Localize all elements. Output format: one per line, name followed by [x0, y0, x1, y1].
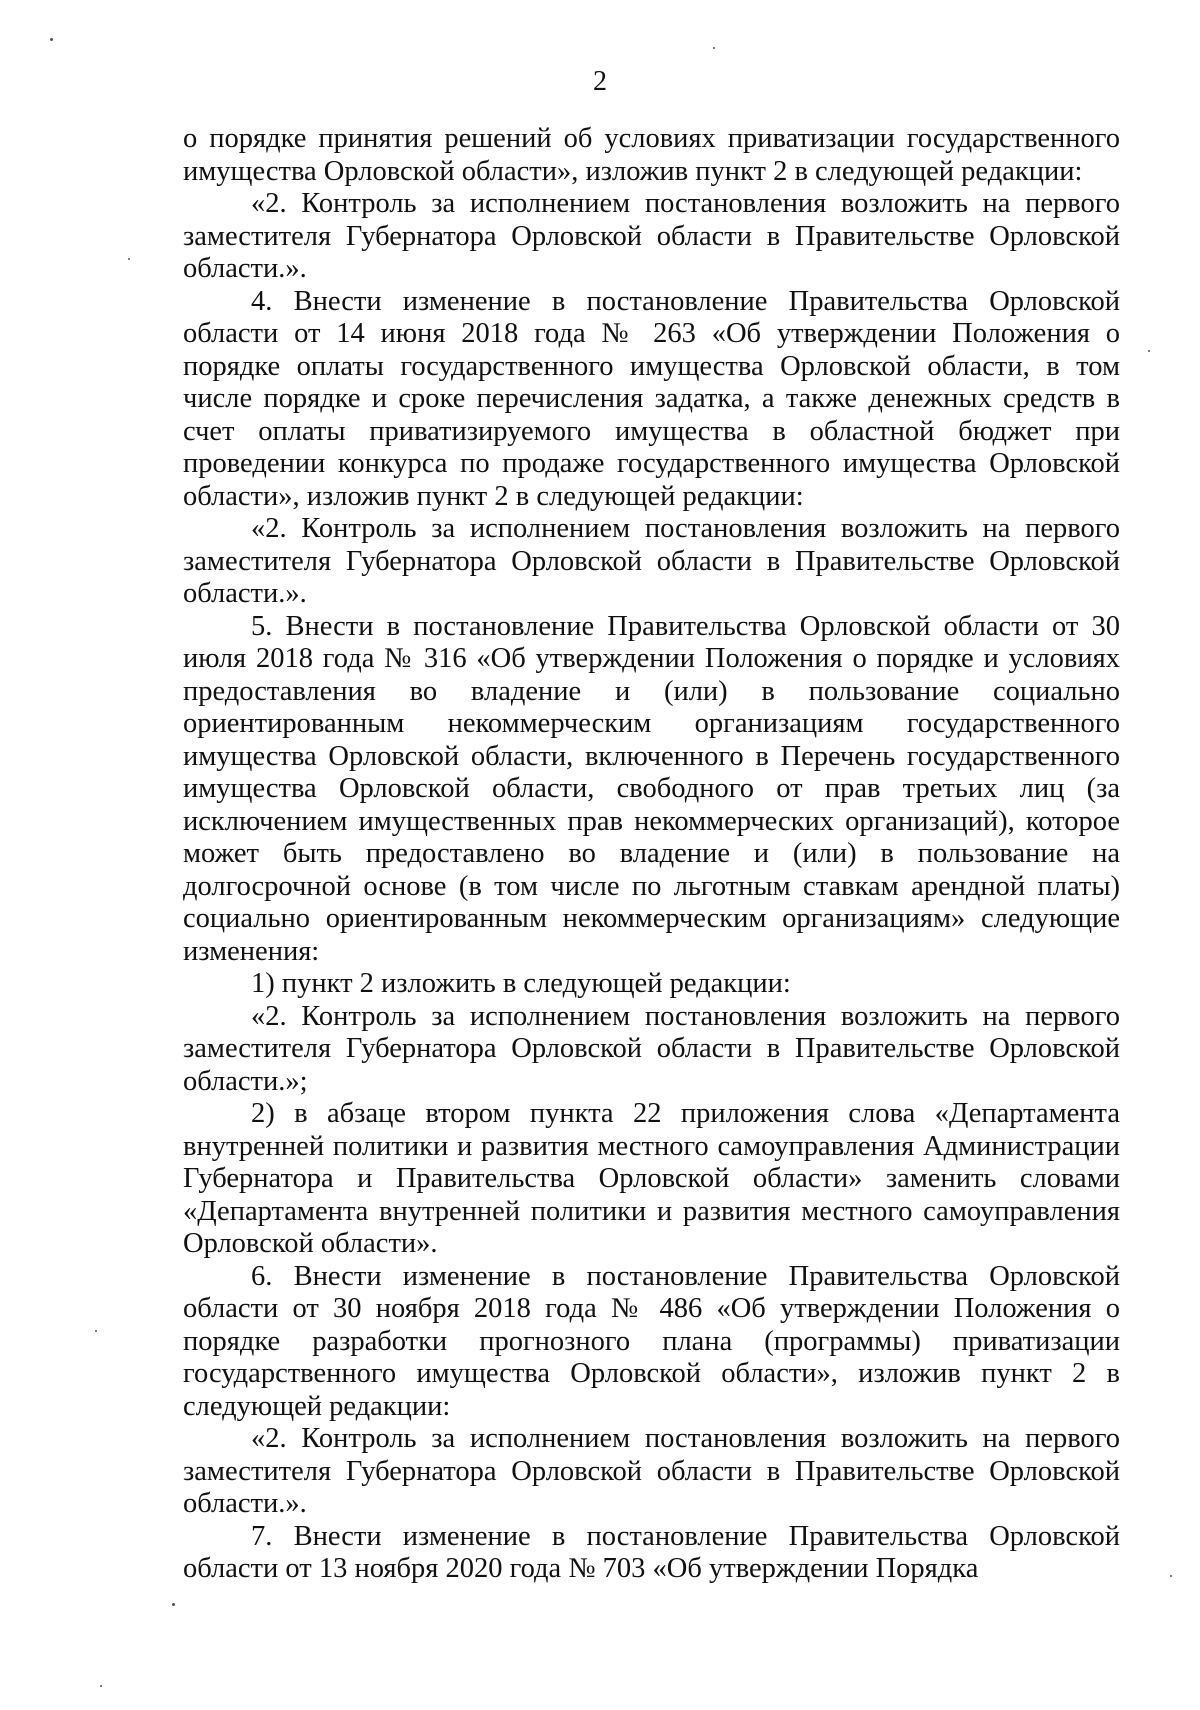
page-number: 2: [593, 66, 607, 97]
paragraph-7: 7. Внести изменение в постановление Правительства Орловской области от 13 ноября 2020 года № 703 «Об утверждении Порядка: [183, 1520, 1120, 1584]
paragraph-5-item-1: 1) пункт 2 изложить в следующей редакции:: [251, 968, 791, 999]
paragraph-6-quote: «2. Контроль за исполнением постановления возложить на первого заместителя Губернатора Орловской области в Правительстве Орловской области.».: [183, 1423, 1120, 1519]
scan-speck: [50, 38, 53, 41]
scan-speck: [1170, 1575, 1172, 1577]
document-body: [183, 123, 1120, 1586]
paragraph-5: 5. Внести в постановление Правительства Орловской области от 30 июля 2018 года № 316 «Об утверждении Положения о порядке и условиях предоставления во владение и (или) в пользование социально ориентированным некоммерческим организациям государственного имущества Орловской области, включенного в Перечень государственного имущества Орловской области, свободного от прав третьих лиц (за исключением имущественных прав некоммерческих организаций), которое может быть предоставлено во владение и (или) в пользование на долгосрочной основе (в том числе по льготным ставкам арендной платы) социально ориентированным некоммерческим организациям» следующие изменения:: [183, 610, 1120, 967]
scan-speck: [172, 1603, 175, 1606]
paragraph-3-quote: «2. Контроль за исполнением постановления возложить на первого заместителя Губернатора Орловской области в Правительстве Орловской области.».: [183, 188, 1120, 284]
paragraph-6: 6. Внести изменение в постановление Правительства Орловской области от 30 ноября 2018 года № 486 «Об утверждении Положения о порядке разработки прогнозного плана (программы) приватизации государственного имущества Орловской области», изложив пункт 2 в следующей редакции:: [183, 1260, 1120, 1422]
scan-speck: [713, 47, 715, 49]
scan-speck: [95, 1330, 97, 1332]
paragraph-5-item-1-quote: «2. Контроль за исполнением постановления возложить на первого заместителя Губернатора Орловской области в Правительстве Орловской области.»;: [183, 1000, 1120, 1097]
paragraph-4: 4. Внести изменение в постановление Правительства Орловской области от 14 июня 2018 года № 263 «Об утверждении Положения о порядке оплаты государственного имущества Орловской области, в том числе порядке и сроке перечисления задатка, а также денежных средств в счет оплаты приватизируемого имущества в областной бюджет при проведении конкурса по продаже государственного имущества Орловской области», изложив пункт 2 в следующей редакции:: [183, 285, 1120, 512]
scan-speck: [128, 258, 130, 260]
scan-speck: [1148, 350, 1150, 352]
scan-speck: [100, 1685, 102, 1687]
paragraph-5-item-2: 2) в абзаце втором пункта 22 приложения слова «Департамента внутренней политики и развития местного самоуправления Администрации Губернатора и Правительства Орловской области» заменить словами «Департамента внутренней политики и развития местного самоуправления Орловской области».: [183, 1098, 1120, 1259]
paragraph-4-quote: «2. Контроль за исполнением постановления возложить на первого заместителя Губернатора Орловской области в Правительстве Орловской области.».: [183, 513, 1120, 609]
paragraph-3-continuation: о порядке принятия решений об условиях приватизации государственного имущества Орловской области», изложив пункт 2 в следующей редакции:: [183, 123, 1120, 187]
